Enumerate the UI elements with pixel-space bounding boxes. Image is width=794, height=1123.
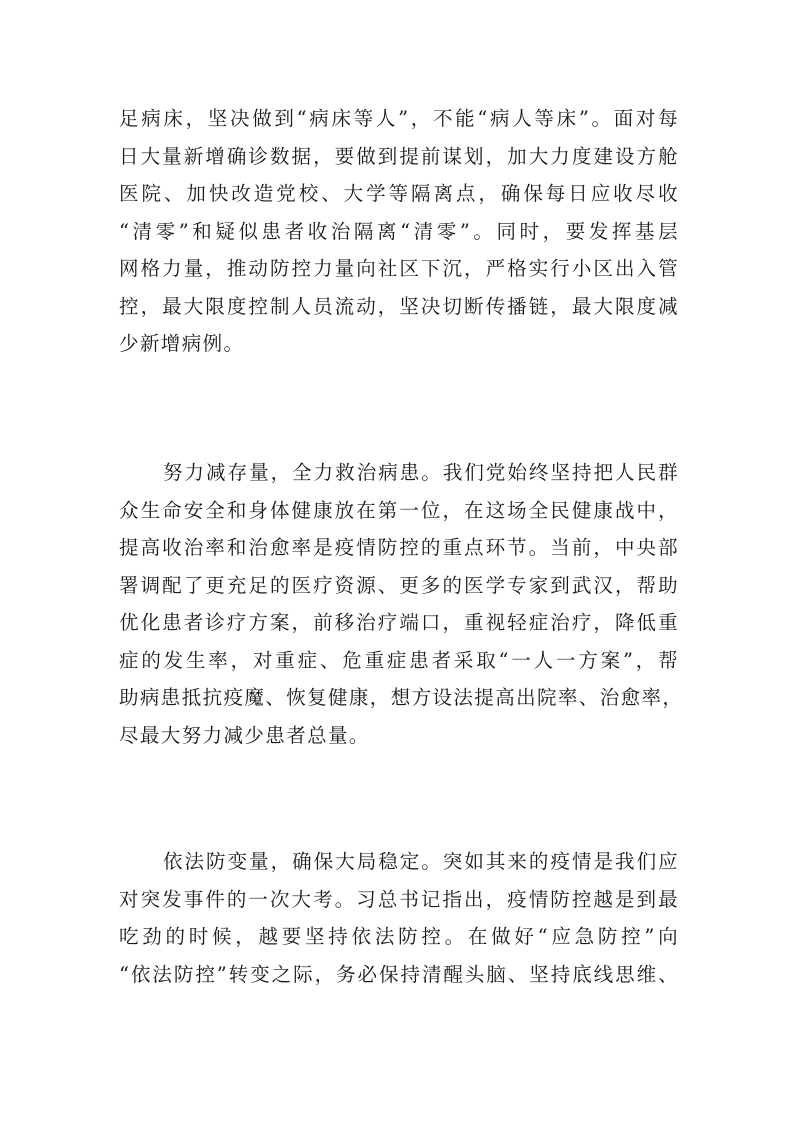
paragraph-line: 助病患抵抗疫魔、恢复健康，想方设法提高出院率、治愈率， — [119, 686, 684, 709]
paragraph-line: 对突发事件的一次大考。习总书记指出，疫情防控越是到最 — [119, 887, 679, 911]
paragraph-line: 少新增病例。 — [119, 332, 245, 355]
paragraph-line: 吃劲的时候，越要坚持依法防控。在做好“应急防控”向 — [119, 925, 679, 948]
paragraph-line: 医院、加快改造党校、大学等隔离点，确保每日应收尽收 — [119, 182, 679, 205]
paragraph-line: 优化患者诊疗方案，前移治疗端口，重视轻症治疗，降低重 — [119, 611, 679, 634]
paragraph-line: 依法防变量，确保大局稳定。突如其来的疫情是我们应 — [163, 850, 679, 873]
paragraph-line: 提高收治率和治愈率是疫情防控的重点环节。当前，中央部 — [119, 536, 679, 559]
paragraph-line: 署调配了更充足的医疗资源、更多的医学专家到武汉，帮助 — [119, 573, 679, 597]
paragraph-1 — [119, 100, 679, 363]
paragraph-line: 控，最大限度控制人员流动，坚决切断传播链，最大限度减 — [119, 294, 679, 318]
paragraph-line: 尽最大努力减少患者总量。 — [119, 723, 370, 747]
paragraph-line: 众生命安全和身体健康放在第一位，在这场全民健康战中， — [119, 498, 679, 522]
paragraph-line: 日大量新增确诊数据，要做到提前谋划，加大力度建设方舱 — [119, 144, 679, 168]
paragraph-3 — [119, 843, 679, 993]
paragraph-line: 网格力量，推动防控力量向社区下沉，严格实行小区出入管 — [119, 257, 679, 280]
paragraph-line: 努力减存量，全力救治病患。我们党始终坚持把人民群 — [163, 461, 679, 484]
paragraph-2 — [119, 454, 684, 754]
paragraph-line: “依法防控”转变之际，务必保持清醒头脑、坚持底线思维、 — [119, 962, 679, 986]
paragraph-line: 症的发生率，对重症、危重症患者采取“一人一方案”，帮 — [119, 648, 679, 672]
paragraph-line: 足病床，坚决做到“病床等人”，不能“病人等床”。面对每 — [119, 107, 679, 130]
paragraph-line: “清零”和疑似患者收治隔离“清零”。同时，要发挥基层 — [119, 219, 679, 243]
